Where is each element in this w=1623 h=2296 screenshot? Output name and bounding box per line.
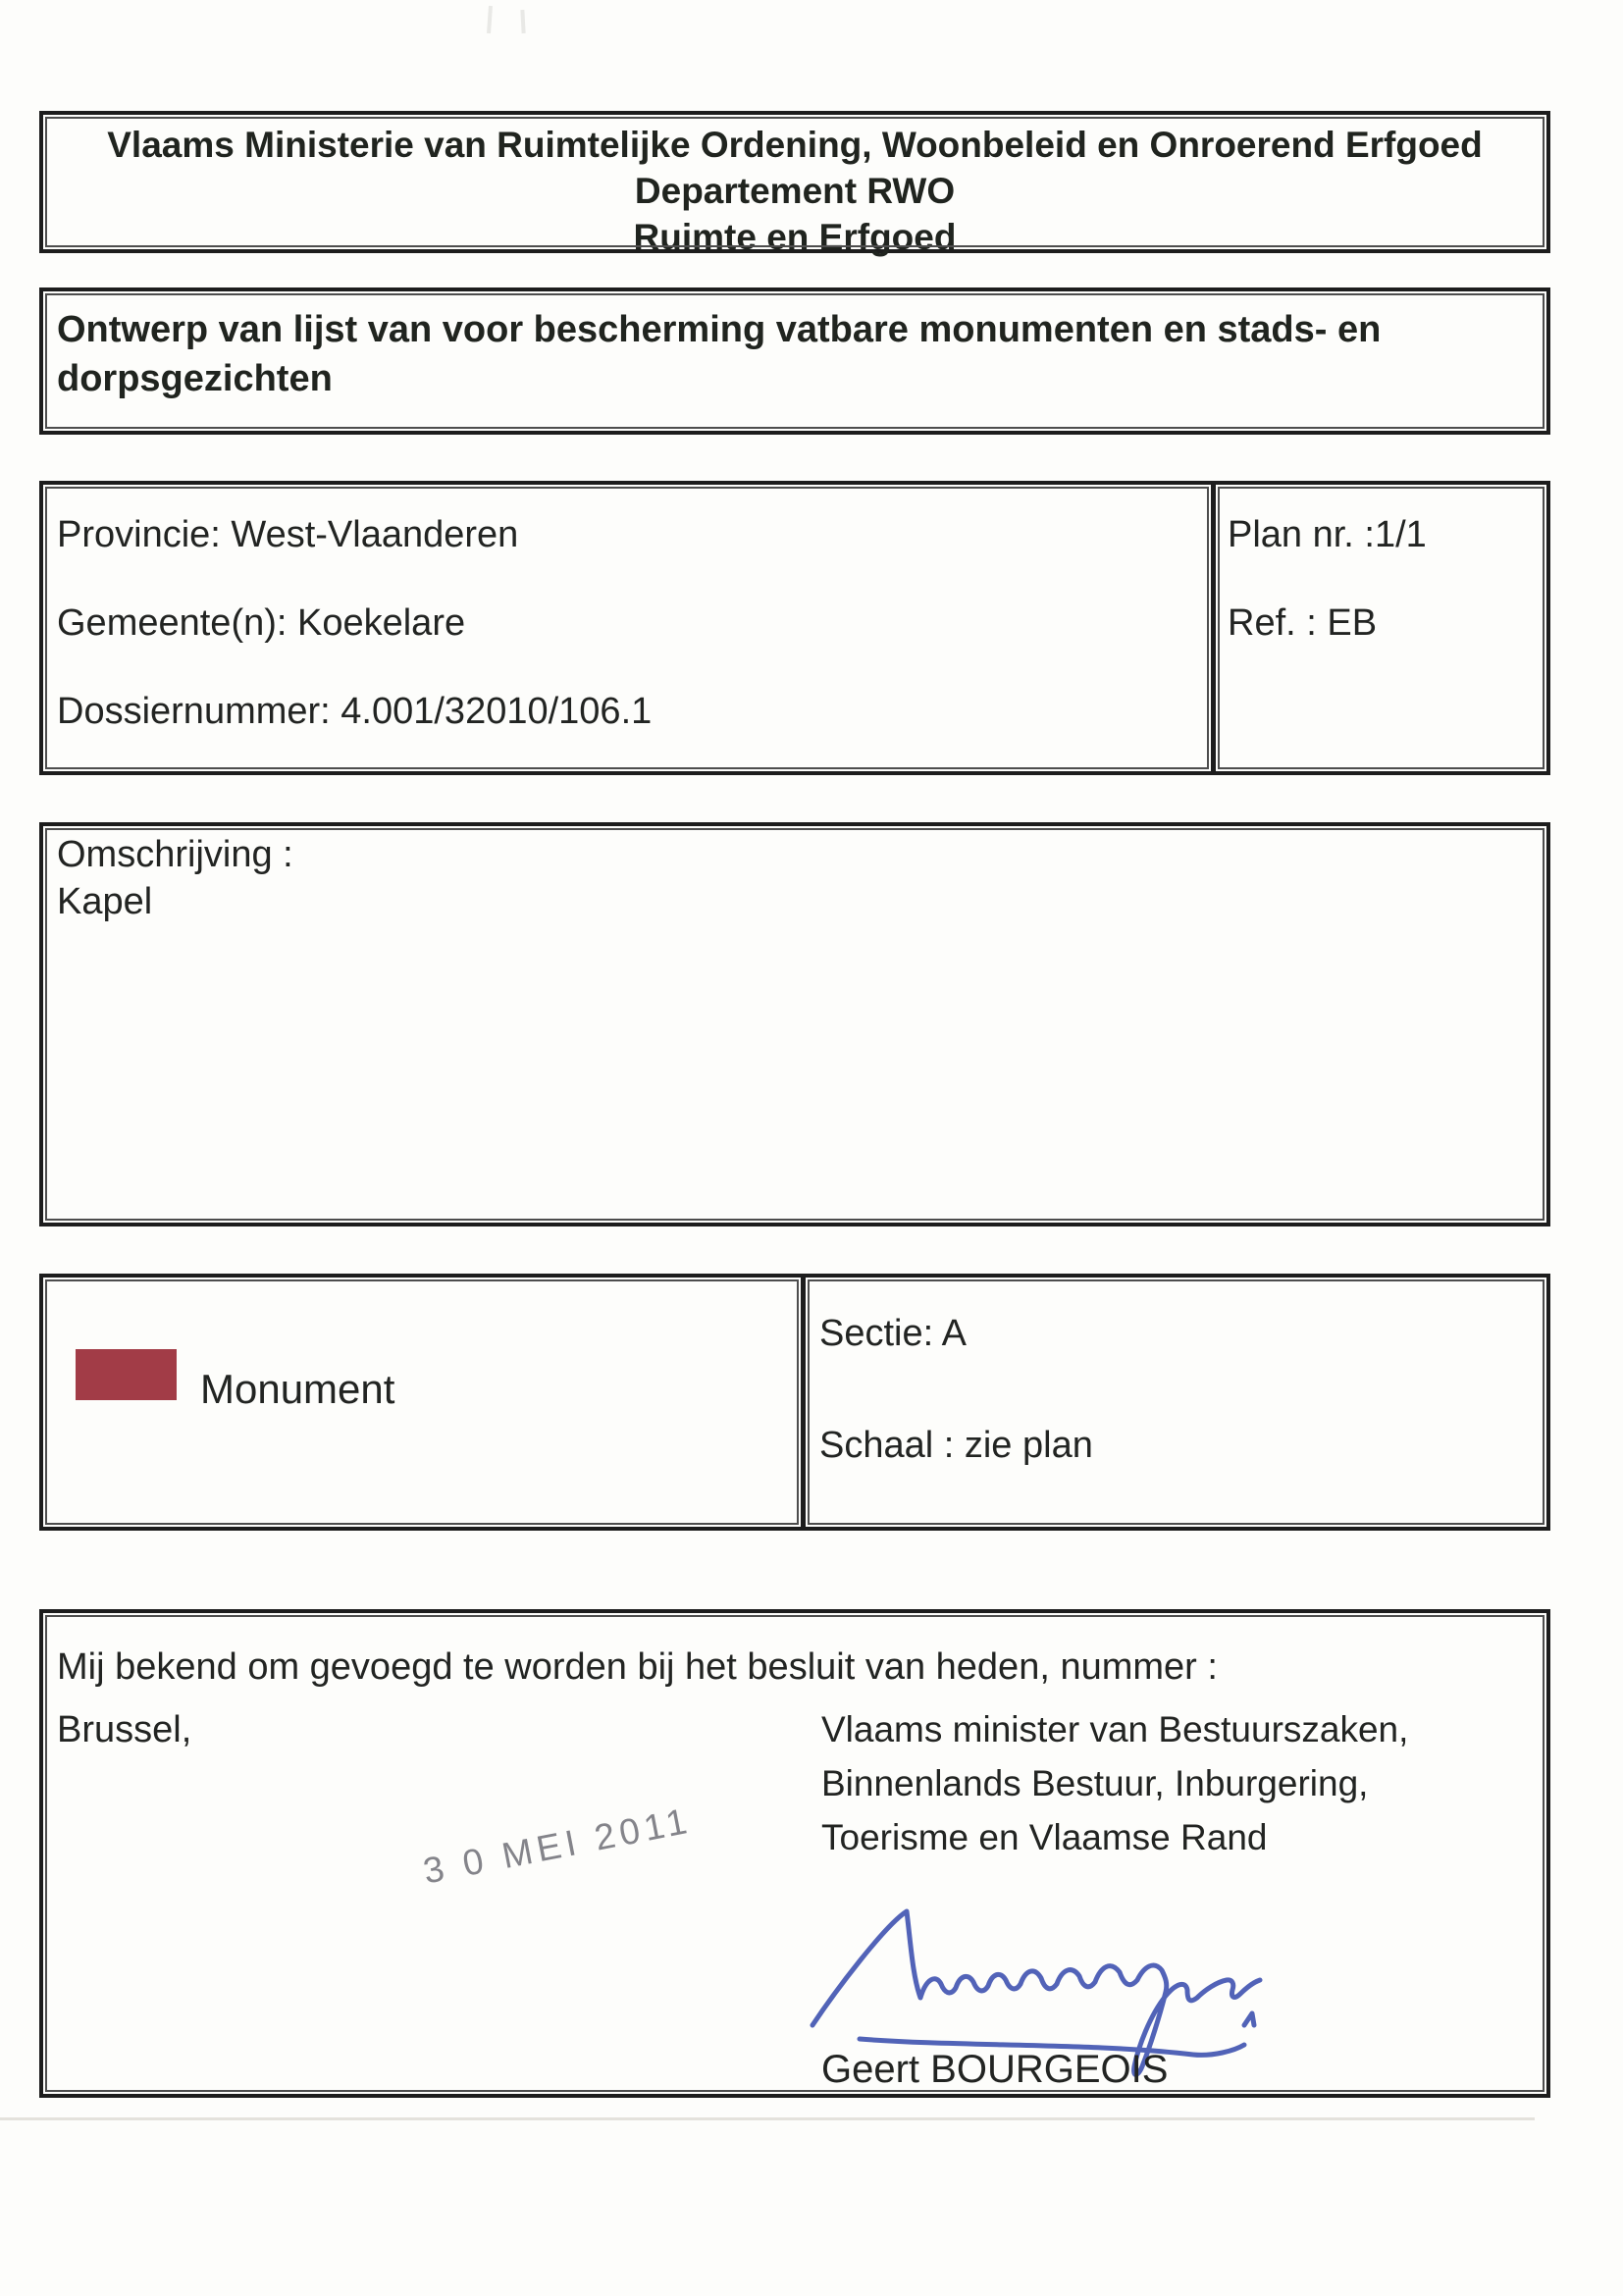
department-title: Departement RWO [634,171,956,211]
schaal-field: Schaal : zie plan [819,1425,1093,1466]
sectie-field: Sectie: A [819,1313,967,1354]
reference-field: Ref. : EB [1228,602,1378,644]
scan-artifact [487,6,493,33]
legend-box [39,1274,805,1531]
description-value: Kapel [57,881,153,922]
province-field: Provincie: West-Vlaanderen [57,514,519,555]
dossier-details-box [39,481,1215,775]
signoff-intro: Mij bekend om gevoegd te worden bij het besluit van heden, nummer : [57,1646,1218,1688]
ministry-title: Vlaams Ministerie van Ruimtelijke Ordening, Woonbeleid en Onroerend Erfgoed [107,125,1483,165]
scan-artifact-line [0,2117,1535,2120]
sectie-schaal-box [802,1274,1550,1531]
signoff-box [39,1609,1550,2098]
scan-artifact [520,10,525,33]
signer-name: Geert BOURGEOIS [821,2048,1169,2091]
date-stamp: 3 0 MEI 2011 [419,1800,696,1892]
subject-line-1: Ontwerp van lijst van voor bescherming vatbare monumenten en stads- en [57,309,1382,350]
signoff-city: Brussel, [57,1709,192,1750]
dossier-number-field: Dossiernummer: 4.001/32010/106.1 [57,691,653,732]
municipality-field: Gemeente(n): Koekelare [57,602,466,644]
description-label: Omschrijving : [57,834,293,875]
agency-title: Ruimte en Erfgoed [633,217,957,257]
ministry-header-box [39,111,1550,257]
subject-box [39,287,1550,435]
monument-label: Monument [200,1366,395,1412]
subject-line-2: dorpsgezichten [57,358,333,399]
minister-title-line-3: Toerisme en Vlaamse Rand [821,1817,1268,1857]
monument-color-swatch [76,1349,177,1400]
minister-title-line-2: Binnenlands Bestuur, Inburgering, [821,1763,1369,1803]
description-box [39,822,1550,1226]
minister-title-line-1: Vlaams minister van Bestuurszaken, [821,1709,1409,1749]
plan-number-field: Plan nr. :1/1 [1228,514,1427,555]
plan-ref-box [1212,481,1550,775]
